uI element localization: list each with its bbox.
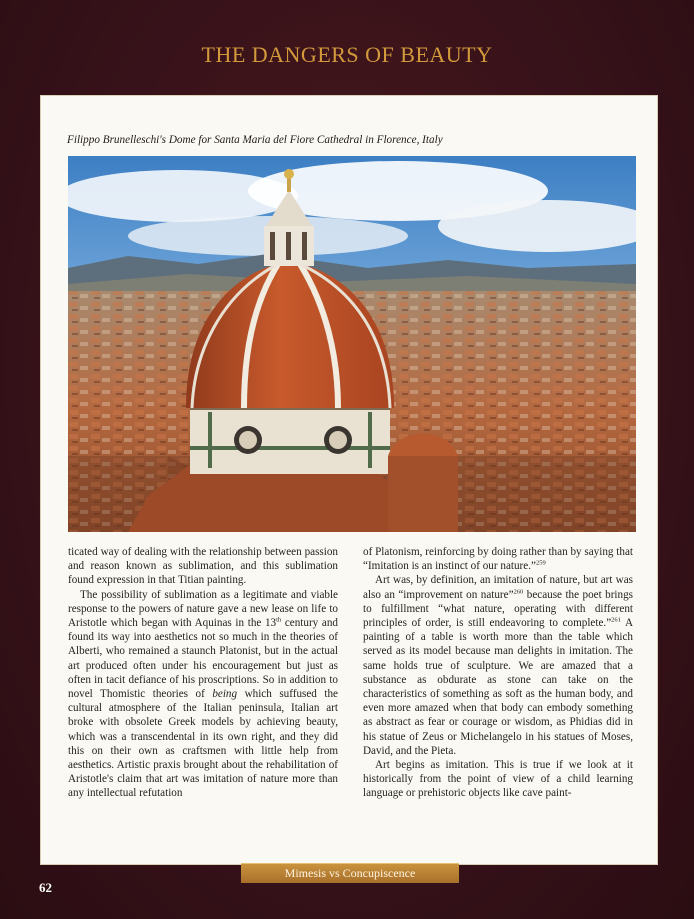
text-column-left xyxy=(68,545,338,801)
paragraph xyxy=(68,588,338,801)
text-run: A painting of a table is worth more than the table which served as its model because man delights in imitation. The same holds true of sculpture. We are amazed that a substance as obdurate as stone can take on the characteristics of something as soft as the human body, and even more amazed when that body can embody something as abstract as fear or courage or wisdom, as Phidias did in his statue of Zeus or Michelangelo in his statues of Moses, David, and the Pieta. xyxy=(363,617,633,757)
text-run: because the poet brings to fulfillment “what nature, operating with different principles of order, is still endeavoring to complete.” xyxy=(363,588,633,630)
emphasis: being xyxy=(212,688,238,701)
page-title: THE DANGERS OF BEAUTY xyxy=(201,42,493,67)
text-run: The possibility of sublimation as a legitimate and viable response to the powers of nature gave a new lease on life to Aristotle which began with Aquinas in the 13 xyxy=(68,588,338,630)
footnote-marker: 259 xyxy=(535,559,546,567)
text-run: of Platonism, reinforcing by doing rather than by saying that “Imitation is an instinct of our nature.” xyxy=(363,546,633,573)
section-banner: Mimesis vs Concupiscence xyxy=(241,863,459,883)
page-number: 62 xyxy=(39,880,52,895)
ordinal-superscript: th xyxy=(276,616,282,624)
cathedral-dome-illustration xyxy=(68,156,636,532)
footnote-marker: 260 xyxy=(513,587,524,595)
text-run: century and found its way into aesthetics not so much in the theories of Alberti, who remained a staunch Platonist, but in the actual art produced often under his encouragement but just as often in tacit defiance of his proscriptions. So in addition to novel Thomistic theories of xyxy=(68,617,338,701)
figure-caption: Filippo Brunelleschi's Dome for Santa Maria del Fiore Cathedral in Florence, Italy xyxy=(67,134,443,146)
paragraph: Art begins as imitation. This is true if we look at it historically from the point of view of a child learning language or prehistoric objects like cave paint- xyxy=(363,759,633,800)
text-run: Art was, by definition, an imitation of nature, but art was also an “improvement on nature” xyxy=(363,574,633,601)
paragraph xyxy=(363,545,633,573)
text-run: which suffused the cultural atmosphere of the Italian peninsula, Italian art broke with obsolete Greek models by achieving beauty, which was a transcendental in its own right, and they did this on their own as craftsmen with little help from aesthetics. Artistic praxis brought about the rehabilitation of Aristotle's claim that art was imitation of nature more than any intellectual refutation xyxy=(68,688,338,800)
paragraph: ticated way of dealing with the relationship between passion and reason known as sublimation, and this sublimation found expression in that Titian painting. xyxy=(68,546,338,587)
text-column-right xyxy=(363,545,633,801)
footnote-marker: 261 xyxy=(611,616,621,624)
paragraph xyxy=(363,573,633,758)
content-panel xyxy=(40,95,658,865)
cathedral-dome-photo xyxy=(68,156,636,532)
